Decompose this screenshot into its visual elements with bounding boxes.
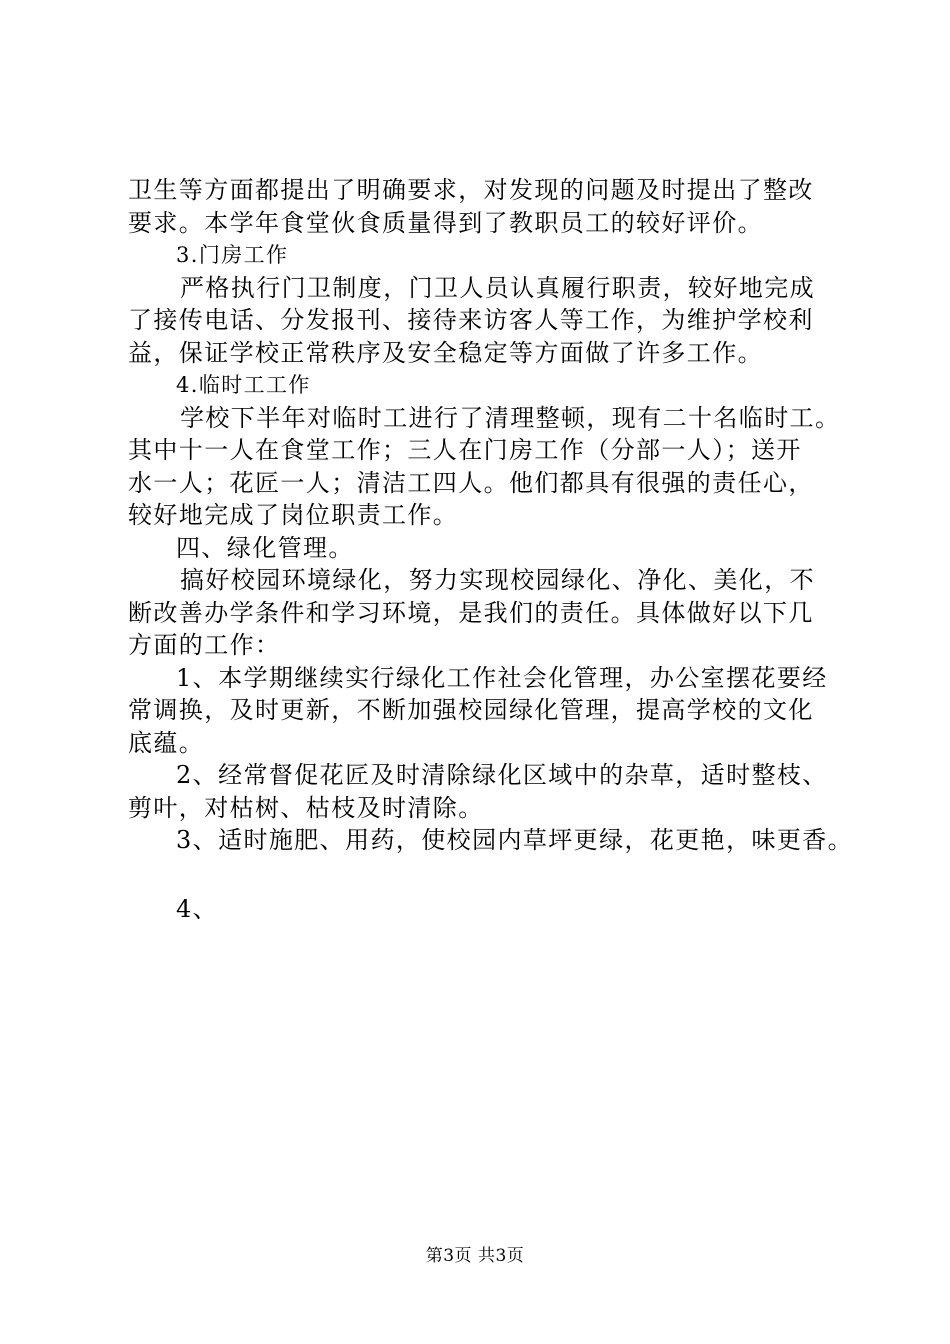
paragraph-line: 益，保证学校正常秩序及安全稳定等方面做了许多工作。 — [128, 338, 763, 367]
paragraph-line: 方面的工作： — [128, 631, 281, 659]
paragraph-line: 卫生等方面都提出了明确要求，对发现的问题及时提出了整改 — [128, 176, 814, 204]
paragraph-line: 水一人；花匠一人；清洁工四人。他们都具有很强的责任心， — [128, 468, 814, 497]
spacer — [128, 857, 858, 893]
list-item-line: 1、本学期继续实行绿化工作社会化管理，办公室摆花要经 — [176, 663, 828, 692]
list-item-line: 4、 — [176, 894, 219, 923]
paragraph-line: 较好地完成了岗位职责工作。 — [128, 501, 459, 529]
paragraph-line: 搞好校园环境绿化，努力实现校园绿化、净化、美化，不 — [180, 566, 815, 594]
document-body — [128, 174, 858, 925]
paragraph-line: 严格执行门卫制度，门卫人员认真履行职责，较好地完成 — [180, 273, 815, 302]
paragraph-line: 其中十一人在食堂工作；三人在门房工作（分部一人）；送开 — [128, 436, 802, 464]
list-item-line: 3、适时施肥、用药，使校园内草坪更绿，花更艳，味更香。 — [176, 826, 854, 854]
paragraph-line: 剪叶，对枯树、枯枝及时清除。 — [128, 793, 484, 822]
paragraph-line: 断改善办学条件和学习环境，是我们的责任。具体做好以下几 — [128, 598, 814, 627]
section-heading-greening: 四、绿化管理。 — [176, 533, 354, 562]
paragraph-line: 底蕴。 — [128, 728, 205, 757]
section-heading-gatehouse: 3.门房工作 — [176, 243, 289, 267]
paragraph-line: 了接传电话、分发报刊、接待来访客人等工作，为维护学校利 — [128, 306, 814, 334]
section-heading-temp-workers: 4.临时工工作 — [176, 373, 311, 397]
paragraph-line: 常调换，及时更新，不断加强校园绿化管理，提高学校的文化 — [128, 696, 814, 724]
page-footer: 第3页 共3页 — [425, 1246, 525, 1266]
list-item-line: 2、经常督促花匠及时清除绿化区域中的杂草，适时整枝、 — [176, 761, 828, 789]
paragraph-line: 要求。本学年食堂伙食质量得到了教职员工的较好评价。 — [128, 208, 763, 237]
paragraph-line: 学校下半年对临时工进行了清理整顿，现有二十名临时工。 — [180, 403, 841, 432]
